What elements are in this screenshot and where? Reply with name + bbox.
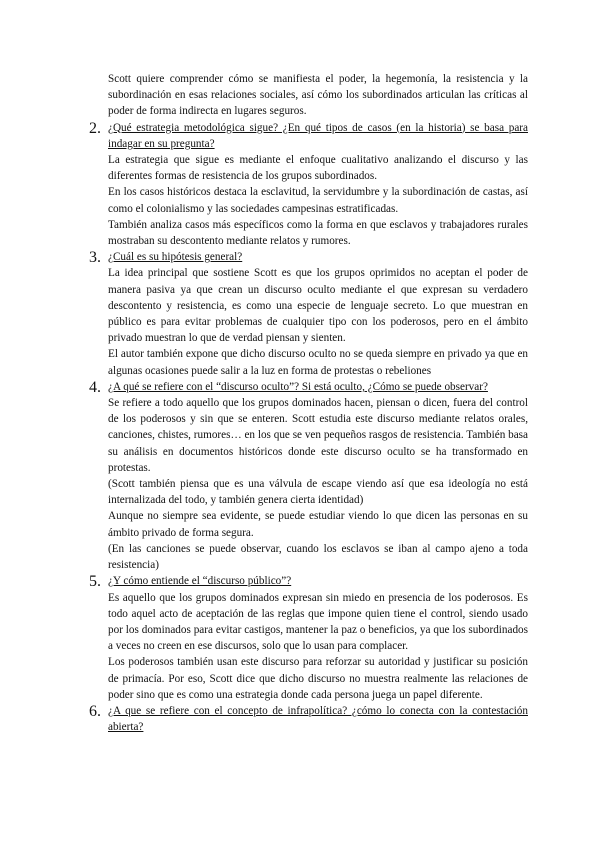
question-text: ¿Qué estrategia metodológica sigue? ¿En qué tipos de casos (en la historia) se basa para indagar en su pregunta?	[108, 121, 528, 150]
document-body	[89, 71, 528, 735]
question-number: 3.	[89, 249, 101, 267]
question-text: ¿A que se refiere con el concepto de infrapolítica? ¿cómo lo conecta con la contestación abierta?	[108, 704, 528, 734]
answer-paragraph: Se refiere a todo aquello que los grupos dominados hacen, piensan o dicen, fuera del control de los poderosos y sin que se enteren. Scott estudia este discurso mediante relatos orales, canciones, chistes, rumores… en los que se ven pequeños rasgos de resistencia. También basa su análisis en documentos históricos donde este discurso oculto se ha transformado en protestas.	[108, 397, 528, 474]
question-item-5	[89, 573, 528, 589]
intro-paragraph: Scott quiere comprender cómo se manifiesta el poder, la hegemonía, la resistencia y la subordinación en esas relaciones sociales, así cómo los subordinados articulan las críticas al poder de forma indirecta en lugares seguros.	[108, 73, 528, 118]
question-number: 5.	[89, 573, 101, 591]
question-number: 2.	[89, 119, 101, 137]
question-item-6	[89, 703, 528, 735]
answer-paragraph: (En las canciones se puede observar, cuando los esclavos se iban al campo ajeno a toda resistencia)	[108, 542, 528, 572]
answer-paragraph: (Scott también piensa que es una válvula de escape viendo así que esa ideología no está internalizada del todo, y también genera cierta identidad)	[108, 478, 528, 507]
question-number: 6.	[89, 702, 101, 720]
answer-paragraph: Aunque no siempre sea evidente, se puede estudiar viendo lo que dicen las personas en su ámbito privado de forma segura.	[108, 510, 528, 539]
answer-paragraph: Los poderosos también usan este discurso para reforzar su autoridad y justificar su posición de primacía. Por eso, Scott dice que dicho discurso no muestra realmente las relaciones de poder sino que es como una estrategia donde cada persona juega un papel diferente.	[108, 656, 528, 701]
question-item-3	[89, 249, 528, 265]
answer-paragraph: También analiza casos más específicos como la forma en que esclavos y trabajadores rurales mostraban su descontento mediante relatos y rumores.	[108, 218, 528, 248]
question-number: 4.	[89, 378, 101, 396]
question-item-2	[89, 120, 528, 152]
question-text: ¿A qué se refiere con el “discurso oculto”? Si está oculto, ¿Cómo se puede observar?	[108, 380, 488, 393]
question-item-4	[89, 379, 528, 395]
answer-paragraph: El autor también expone que dicho discurso oculto no se queda siempre en privado ya que en algunas ocasiones puede salir a la luz en forma de protestas o rebeliones	[108, 348, 528, 377]
answer-paragraph: Es aquello que los grupos dominados expresan sin miedo en presencia de los poderosos. Es todo aquel acto de aceptación de las reglas que impone quien tiene el control, siendo usado por los dominados para evitar castigos, mantener la paz o beneficios, ya que los subordinados a veces no creen en ese discursos, solo que lo usan para complacer.	[108, 591, 528, 653]
question-text: ¿Cuál es su hipótesis general?	[108, 251, 243, 264]
answer-paragraph: En los casos históricos destaca la esclavitud, la servidumbre y la subordinación de castas, así como el colonialismo y las sociedades campesinas estratificadas.	[108, 186, 528, 215]
question-text: ¿Y cómo entiende el “discurso público”?	[108, 575, 292, 588]
answer-paragraph: La idea principal que sostiene Scott es que los grupos oprimidos no aceptan el poder de manera pasiva ya que crean un discurso oculto mediante el que expresan su verdadero descontento y resistencia, es como una especie de lenguaje secreto. Lo que muestran en público es para evitar problemas de cualquier tipo con los poderosos, pero en el ámbito privado muestran lo que de verdad piensan y sienten.	[108, 267, 528, 345]
answer-paragraph: La estrategia que sigue es mediante el enfoque cualitativo analizando el discurso y las diferentes formas de resistencia de los grupos subordinados.	[108, 154, 528, 183]
